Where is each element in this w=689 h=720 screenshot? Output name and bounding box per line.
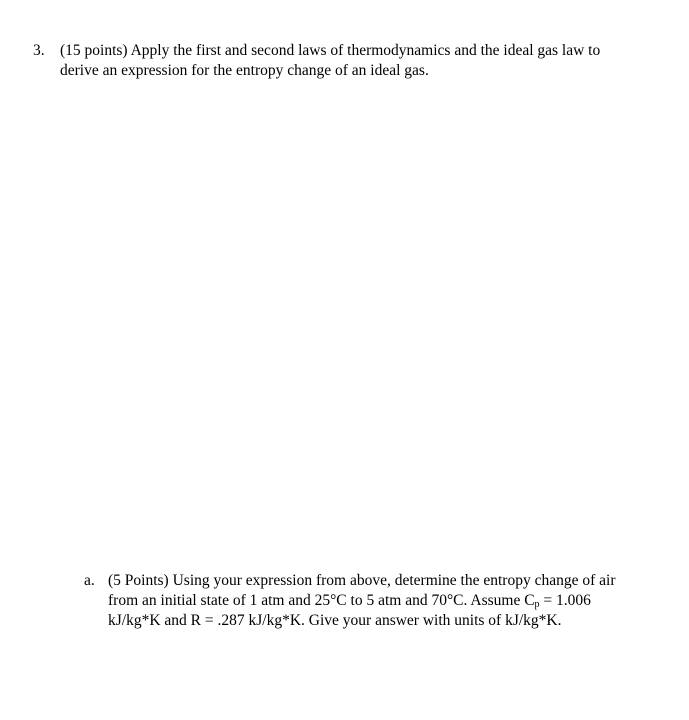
subpart-line-3: kJ/kg*K and R = .287 kJ/kg*K. Give your answer with units of kJ/kg*K.	[108, 612, 562, 629]
subpart-line-2	[108, 591, 638, 611]
cp-subscript: p	[534, 599, 540, 610]
question-text	[60, 41, 650, 81]
subpart-line-1: (5 Points) Using your expression from above, determine the entropy change of air	[108, 572, 616, 589]
question-number: 3.	[33, 42, 45, 59]
subpart-line-2-prefix: from an initial state of 1 atm and 25°C to 5 atm and 70°C. Assume C	[108, 592, 535, 609]
question-line-1: (15 points) Apply the first and second laws of thermodynamics and the ideal gas law to	[60, 42, 601, 59]
subpart-text	[108, 571, 638, 631]
subpart-label: a.	[84, 572, 95, 589]
subpart-line-2-suffix: = 1.006	[539, 592, 591, 609]
question-line-2: derive an expression for the entropy change of an ideal gas.	[60, 62, 429, 79]
answer-space	[33, 90, 653, 560]
